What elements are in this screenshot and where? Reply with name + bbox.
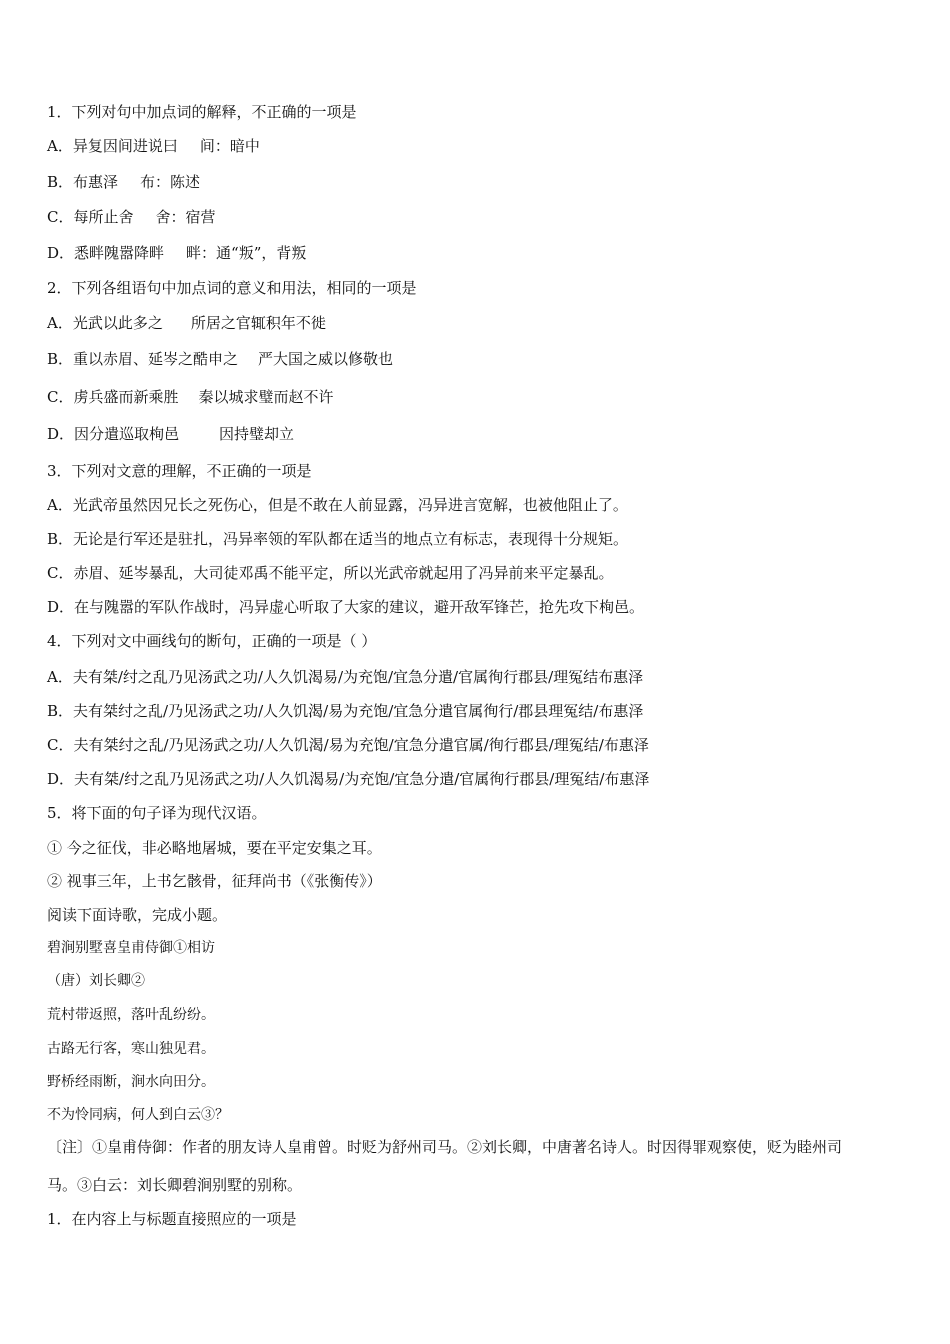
question-2-stem: 2．下列各组语句中加点词的意义和用法，相同的一项是 [47, 279, 417, 297]
final-question: 1．在内容上与标题直接照应的一项是 [47, 1210, 297, 1228]
question-3-stem: 3．下列对文意的理解，不正确的一项是 [47, 462, 312, 480]
poem-note: 〔注〕①皇甫侍御：作者的朋友诗人皇甫曾。时贬为舒州司马。②刘长卿，中唐著名诗人。时因得罪观察使，贬为睦州司 [47, 1138, 843, 1156]
q4-option-c: C．夫有桀纣之乱/乃见汤武之功/人久饥渴/易为充饱/宜急分遣官属/徇行郡县/理冤结/布惠泽 [47, 736, 649, 754]
poem-author: （唐）刘长卿② [47, 973, 145, 989]
q5-sentence-2: ② 视事三年，上书乞骸骨，征拜尚书（《张衡传》） [47, 872, 382, 890]
q4-option-a: A．夫有桀/纣之乱乃见汤武之功/人久饥渴易/为充饱/宜急分遣/官属徇行郡县/理冤结布惠泽 [47, 668, 644, 686]
poem-line-1: 荒村带返照，落叶乱纷纷。 [47, 1007, 215, 1023]
question-5-stem: 5．将下面的句子译为现代汉语。 [47, 804, 267, 822]
q2-option-b: B．重以赤眉、延岑之酷申之 严大国之威以修敬也 [47, 350, 394, 368]
q1-option-c: C．每所止舍 舍：宿营 [47, 208, 216, 226]
q3-option-b: B．无论是行军还是驻扎，冯异率领的军队都在适当的地点立有标志，表现得十分规矩。 [47, 530, 629, 548]
q3-option-a: A．光武帝虽然因兄长之死伤心，但是不敢在人前显露，冯异进言宽解，也被他阻止了。 [47, 496, 628, 514]
question-1-stem: 1．下列对句中加点词的解释，不正确的一项是 [47, 103, 357, 121]
q1-option-b: B．布惠泽 布：陈述 [47, 173, 201, 191]
poem-note-continued: 马。③白云：刘长卿碧涧别墅的别称。 [47, 1176, 303, 1194]
q1-option-a: A．异复因间进说曰 间：暗中 [47, 137, 260, 155]
poem-line-2: 古路无行客，寒山独见君。 [47, 1041, 215, 1057]
q2-option-c: C．虏兵盛而新乘胜 秦以城求璧而赵不许 [47, 388, 334, 406]
q2-option-d: D．因分遣巡取栒邑 因持璧却立 [47, 425, 295, 443]
q1-option-d: D．悉畔隗嚣降畔 畔：通“叛”，背叛 [47, 244, 307, 262]
question-4-stem: 4．下列对文中画线句的断句，正确的一项是（ ） [47, 632, 377, 650]
reading-intro: 阅读下面诗歌，完成小题。 [47, 906, 228, 924]
q3-option-d: D．在与隗嚣的军队作战时，冯异虚心听取了大家的建议，避开敌军锋芒，抢先攻下栒邑。 [47, 598, 645, 616]
q3-option-c: C．赤眉、延岑暴乱，大司徒邓禹不能平定，所以光武帝就起用了冯异前来平定暴乱。 [47, 564, 614, 582]
q4-option-d: D．夫有桀/纣之乱乃见汤武之功/人久饥渴易/为充饱/宜急分遣/官属徇行郡县/理冤结/布惠泽 [47, 770, 650, 788]
q5-sentence-1: ① 今之征伐，非必略地屠城，要在平定安集之耳。 [47, 839, 382, 857]
poem-title: 碧涧别墅喜皇甫侍御①相访 [47, 940, 215, 956]
poem-line-4: 不为怜同病，何人到白云③？ [47, 1107, 229, 1123]
poem-line-3: 野桥经雨断，涧水向田分。 [47, 1074, 215, 1090]
q2-option-a: A．光武以此多之 所居之官辄积年不徙 [47, 314, 326, 332]
q4-option-b: B．夫有桀纣之乱/乃见汤武之功/人久饥渴/易为充饱/宜急分遣官属徇行/郡县理冤结/布惠泽 [47, 702, 644, 720]
